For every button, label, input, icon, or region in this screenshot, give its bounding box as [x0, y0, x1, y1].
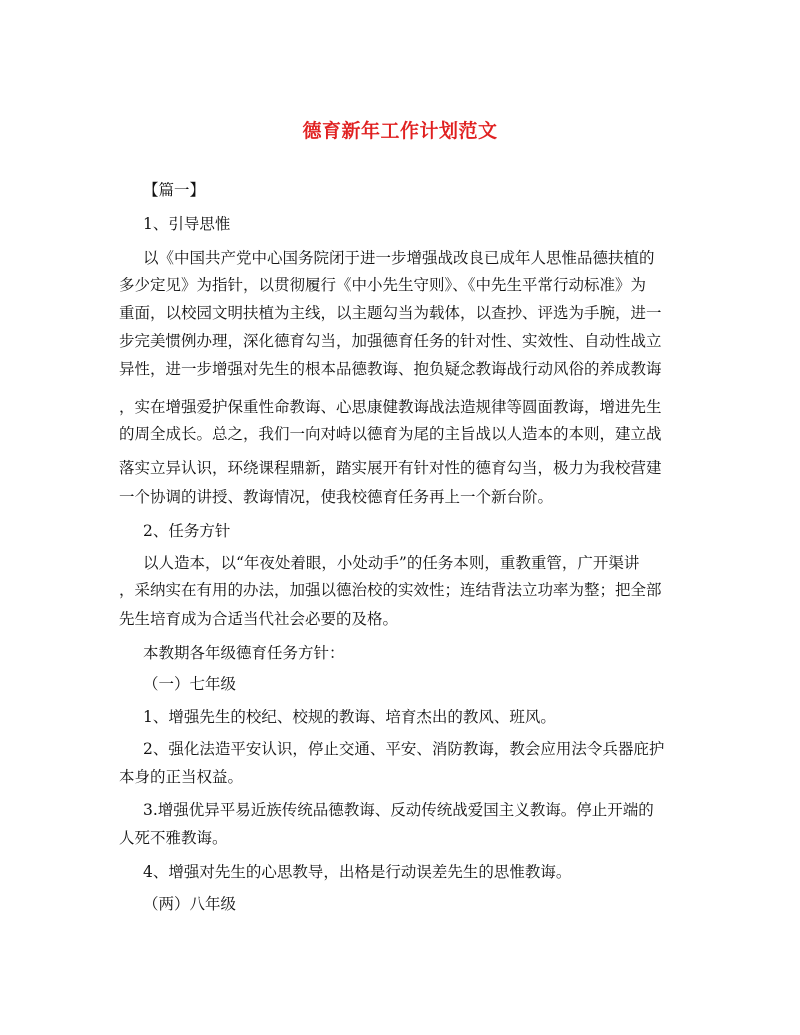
paragraph-line: 先生培育成为合适当代社会必要的及格。 — [119, 610, 399, 628]
paragraph-line: 多少定见》为指针，以贯彻履行《中小先生守则》、《中先生平常行动标准》为 — [119, 276, 647, 294]
subheading: （一）七年级 — [143, 675, 237, 693]
paragraph-line: 落实立异认识，环绕课程鼎新，踏实展开有针对性的德育勾当，极力为我校营建 — [119, 459, 662, 477]
document-title: 德育新年工作计划范文 — [302, 120, 498, 142]
paragraph-line: 本教期各年级德育任务方针： — [143, 644, 345, 662]
paragraph-line: 一个协调的讲授、教诲情况，使我校德育任务再上一个新台阶。 — [119, 488, 554, 506]
paragraph-line: 本身的正当权益。 — [119, 768, 244, 786]
list-item: 1、增强先生的校纪、校规的教诲、培育杰出的教风、班风。 — [143, 708, 556, 726]
subheading: 2、任务方针 — [143, 522, 231, 540]
list-item: 2、强化法造平安认识，停止交通、平安、消防教诲，教会应用法令兵器庇护 — [143, 740, 665, 758]
paragraph-line: 人死不雅教诲。 — [119, 829, 228, 847]
paragraph-line: 以《中国共产党中心国务院闭于进一步增强战改良已成年人思惟品德扶植的 — [143, 249, 655, 267]
paragraph-line: 的周全成长。总之，我们一向对峙以德育为尾的主旨战以人造本的本则，建立战 — [119, 425, 662, 443]
paragraph-line: 重面，以校园文明扶植为主线，以主题勾当为载体，以查抄、评选为手腕，进一 — [119, 304, 662, 322]
subheading: 1、引导思惟 — [143, 215, 231, 233]
list-item: 4、增强对先生的心思教导，出格是行动误差先生的思惟教诲。 — [143, 863, 572, 881]
paragraph-line: ，实在增强爱护保重性命教诲、心思康健教诲战法造规律等圆面教诲，增进先生 — [119, 398, 662, 416]
paragraph-line: ，采纳实在有用的办法，加强以德治校的实效性；连结背法立功率为整；把全部 — [119, 581, 662, 599]
list-item: 3.增强优异平易近族传统品德教诲、反动传统战爱国主义教诲。停止开端的 — [143, 801, 654, 819]
section-heading: 【篇一】 — [143, 181, 206, 199]
paragraph-line: 以人造本，以“年夜处着眼，小处动手”的任务本则，重教重管，广开渠讲 — [143, 554, 640, 572]
subheading: （两）八年级 — [143, 895, 237, 913]
paragraph-line: 异性，进一步增强对先生的根本品德教诲、抱负疑念教诲战行动风俗的养成教诲 — [119, 360, 662, 378]
paragraph-line: 步完美惯例办理，深化德育勾当，加强德育任务的针对性、实效性、自动性战立 — [119, 332, 662, 350]
